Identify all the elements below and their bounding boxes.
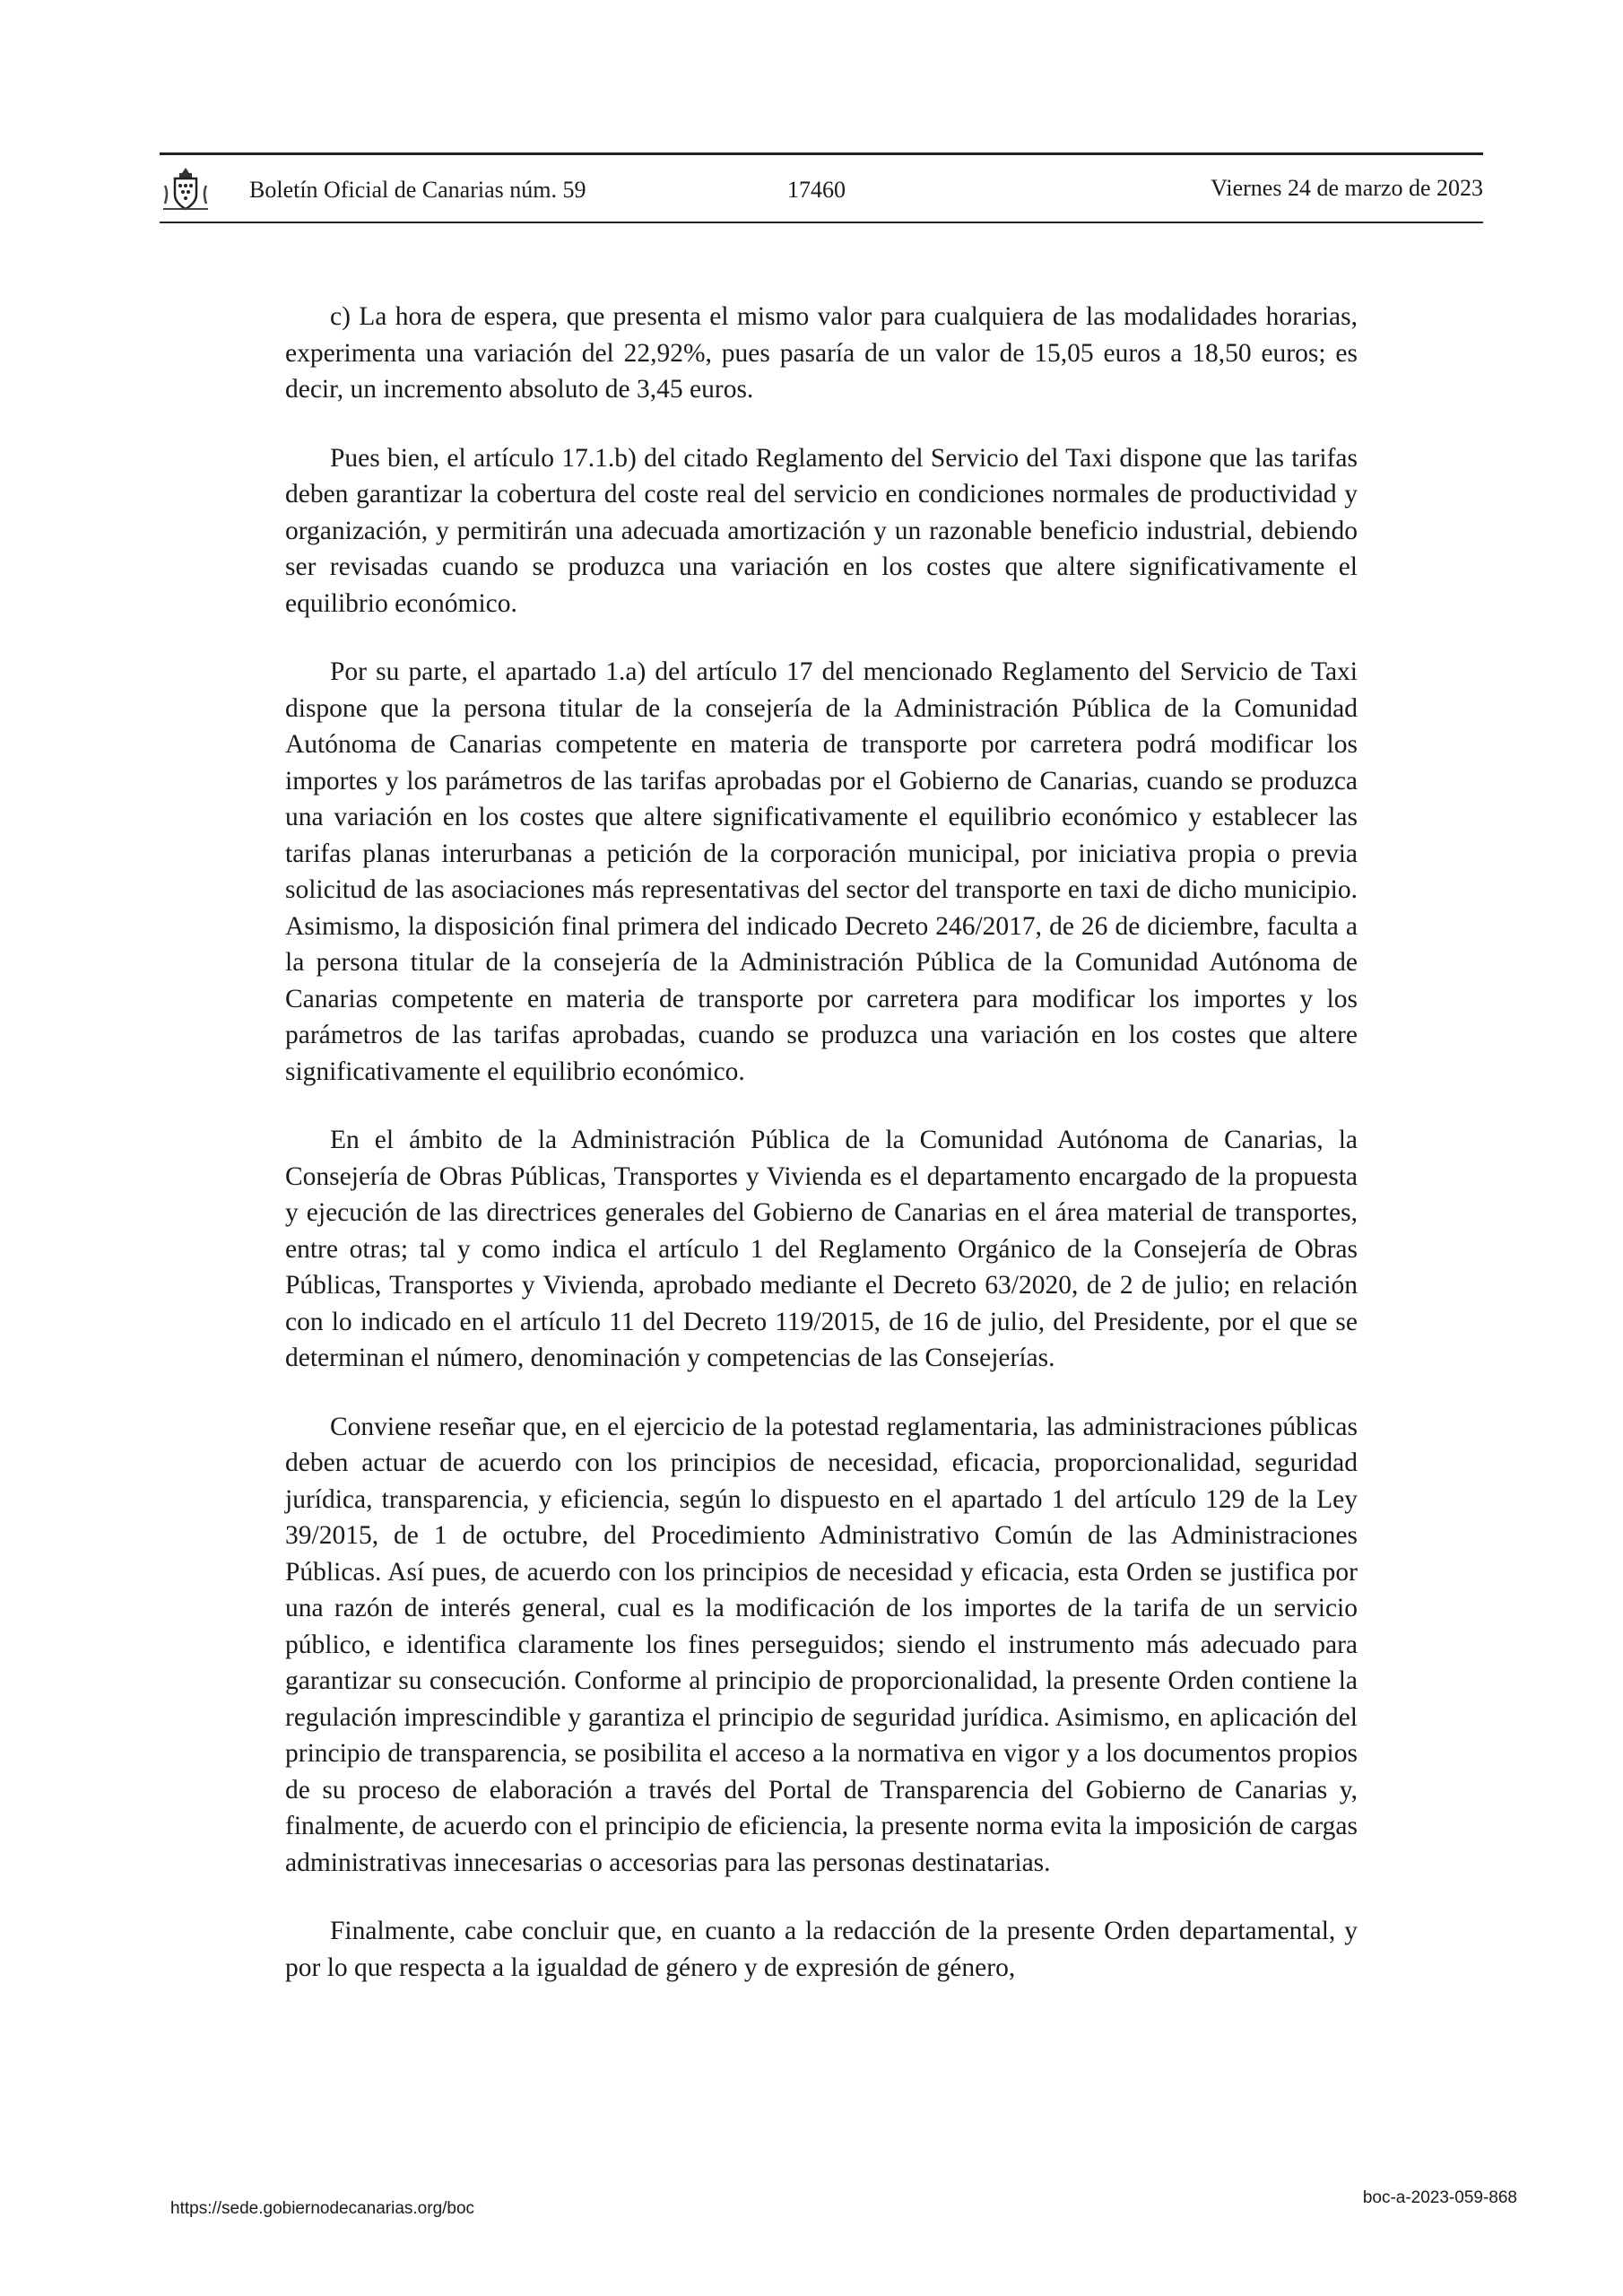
paragraph: c) La hora de espera, que presenta el mismo valor para cualquiera de las modalidades horarias, experimenta una variación del 22,92%, pues pasaría de un valor de 15,05 euros a 18,50 euros; es decir, un incremento absoluto de 3,45 euros. — [285, 302, 1358, 404]
page-number: 17460 — [787, 177, 846, 203]
publication-date: Viernes 24 de marzo de 2023 — [1211, 175, 1483, 201]
page-header — [160, 152, 1483, 223]
document-body — [285, 299, 1358, 2018]
paragraph: Pues bien, el artículo 17.1.b) del citado Reglamento del Servicio del Taxi dispone que las tarifas deben garantizar la cobertura del coste real del servicio en condiciones normales de productividad y organización, y permitirán una adecuada amortización y un razonable beneficio industrial, debiendo ser revisadas cuando se produzca una variación en los costes que altere significativamente el equilibrio económico. — [285, 443, 1358, 618]
paragraph: Por su parte, el apartado 1.a) del artículo 17 del mencionado Reglamento del Servicio de Taxi dispone que la persona titular de la consejería de la Administración Pública de la Comunidad Autónoma de Canarias competente en materia de transporte por carretera podrá modificar los importes y los parámetros de las tarifas aprobadas por el Gobierno de Canarias, cuando se produzca una variación en los costes que altere significativamente el equilibrio económico y establecer las tarifas planas interurbanas a petición de la corporación municipal, por iniciativa propia o previa solicitud de las asociaciones más representativas del sector del transporte en taxi de dicho municipio. Asimismo, la disposición final primera del indicado Decreto 246/2017, de 26 de diciembre, faculta a la persona titular de la consejería de la Administración Pública de la Comunidad Autónoma de Canarias competente en materia de transporte por carretera para modificar los importes y los parámetros de las tarifas aprobadas, cuando se produzca una variación en los costes que altere significativamente el equilibrio económico. — [285, 657, 1358, 1086]
footer-url[interactable]: https://sede.gobiernodecanarias.org/boc — [170, 2199, 475, 2218]
paragraph: Finalmente, cabe concluir que, en cuanto a la redacción de la presente Orden departamental, y por lo que respecta a la igualdad de género y de expresión de género, — [285, 1917, 1358, 1982]
paragraph: Conviene reseñar que, en el ejercicio de la potestad reglamentaria, las administraciones públicas deben actuar de acuerdo con los principios de necesidad, eficacia, proporcionalidad, seguridad jurídica, transparencia, y eficiencia, según lo dispuesto en el apartado 1 del artículo 129 de la Ley 39/2015, de 1 de octubre, del Procedimiento Administrativo Común de las Administraciones Públicas. Así pues, de acuerdo con los principios de necesidad y eficacia, esta Orden se justifica por una razón de interés general, cual es la modificación de los importes de la tarifa de un servicio público, e identifica claramente los fines perseguidos; siendo el instrumento más adecuado para garantizar su consecución. Conforme al principio de proporcionalidad, la presente Orden contiene la regulación imprescindible y garantiza el principio de seguridad jurídica. Asimismo, en aplicación del principio de transparencia, se posibilita el acceso a la normativa en vigor y a los documentos propios de su proceso de elaboración a través del Portal de Transparencia del Gobierno de Canarias y, finalmente, de acuerdo con el principio de eficiencia, la presente norma evita la imposición de cargas administrativas innecesarias o accesorias para las personas destinatarias. — [285, 1412, 1358, 1877]
coat-of-arms-icon — [160, 164, 212, 216]
paragraph: En el ámbito de la Administración Pública de la Comunidad Autónoma de Canarias, la Consejería de Obras Públicas, Transportes y Vivienda es el departamento encargado de la propuesta y ejecución de las directrices generales del Gobierno de Canarias en el área material de transportes, entre otras; tal y como indica el artículo 1 del Reglamento Orgánico de la Consejería de Obras Públicas, Transportes y Vivienda, aprobado mediante el Decreto 63/2020, de 2 de julio; en relación con lo indicado en el artículo 11 del Decreto 119/2015, de 16 de julio, del Presidente, por el que se determinan el número, denominación y competencias de las Consejerías. — [285, 1126, 1358, 1372]
publication-title: Boletín Oficial de Canarias núm. 59 — [249, 177, 586, 203]
document-id: boc-a-2023-059-868 — [1362, 2188, 1517, 2207]
